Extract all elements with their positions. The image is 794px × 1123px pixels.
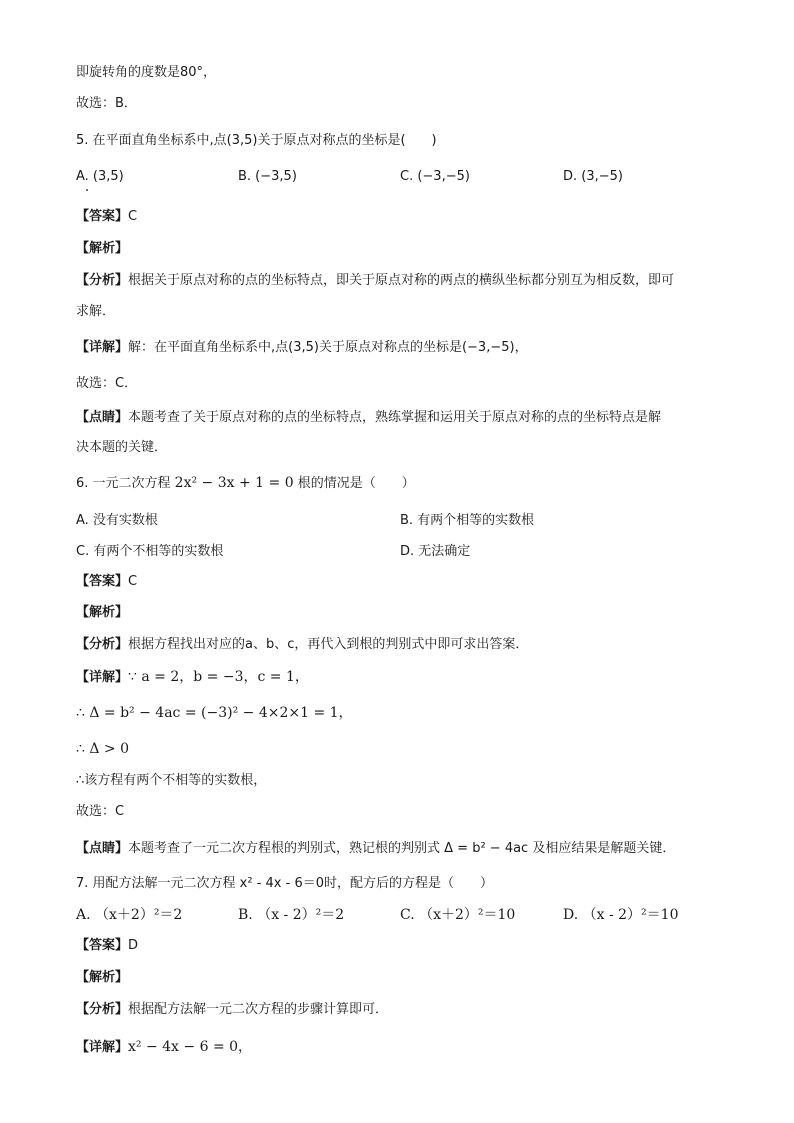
- answer-line: [76, 937, 138, 955]
- analysis-line: [76, 272, 674, 290]
- analysis-tag: 【分析】: [76, 273, 129, 288]
- option-d: D. (3,−5): [563, 169, 623, 184]
- choice-line: 故选：C: [76, 804, 125, 819]
- detail-text: ∵ a = 2，b = −3，c = 1，: [128, 669, 309, 685]
- option-c: C. （x＋2）²＝10: [400, 907, 516, 923]
- comment-tag: 【点睛】: [76, 410, 129, 425]
- option-d: D. （x - 2）²＝10: [563, 907, 679, 923]
- question-5-stem: 5. 在平面直角坐标系中,点(3,5)关于原点对称点的坐标是( ): [76, 133, 437, 148]
- analysis-tag: 【分析】: [76, 1002, 129, 1017]
- question-6-stem: [76, 474, 415, 493]
- option-c: C. 有两个不相等的实数根: [76, 544, 224, 559]
- analysis-heading: 【解析】: [76, 241, 129, 256]
- analysis-line: [76, 636, 528, 654]
- analysis-heading: 【解析】: [76, 605, 129, 620]
- option-b: B. 有两个相等的实数根: [400, 513, 535, 528]
- text-line: 即旋转角的度数是80°，: [76, 65, 217, 80]
- analysis-line: [76, 1001, 388, 1019]
- answer-tag: 【答案】: [76, 938, 129, 953]
- detail-line: [76, 339, 528, 357]
- analysis-text: 根据配方法解一元二次方程的步骤计算即可．: [128, 1002, 389, 1017]
- equation: 2x² − 3x + 1 = 0: [174, 475, 294, 491]
- option-b: B. (−3,5): [238, 169, 297, 184]
- answer-tag: 【答案】: [76, 209, 129, 224]
- detail-line: [76, 1038, 252, 1057]
- detail-tag: 【详解】: [76, 340, 129, 355]
- detail-tag: 【详解】: [76, 1040, 129, 1055]
- step-1: ∴ Δ = b² − 4ac = (−3)² − 4×2×1 = 1，: [76, 705, 353, 721]
- option-b: B. （x - 2）²＝2: [238, 907, 345, 923]
- option-a: A. （x＋2）²＝2: [76, 907, 183, 923]
- option-c: C. (−3,−5): [400, 169, 470, 184]
- answer-tag: 【答案】: [76, 574, 129, 589]
- step-2: ∴ Δ > 0: [76, 741, 130, 757]
- stray-dot: [86, 189, 88, 191]
- detail-line: [76, 668, 309, 687]
- comment-text: 本题考查了关于原点对称的点的坐标特点，熟练掌握和运用关于原点对称的点的坐标特点是解: [128, 410, 662, 425]
- detail-text: x² − 4x − 6 = 0，: [128, 1039, 253, 1055]
- comment-tag: 【点睛】: [76, 841, 129, 856]
- choice-line: 故选：C．: [76, 376, 138, 391]
- question-7-stem: 7. 用配方法解一元二次方程 x² - 4x - 6＝0时，配方后的方程是（ ）: [76, 876, 493, 891]
- answer-line: [76, 573, 137, 591]
- text-line: 故选：B．: [76, 96, 137, 111]
- answer-line: [76, 208, 137, 226]
- comment-line: [76, 840, 675, 858]
- answer-value: D: [128, 938, 139, 953]
- answer-value: C: [128, 209, 138, 224]
- comment-line-2: 决本题的关键．: [76, 440, 168, 455]
- analysis-text: 根据方程找出对应的a、b、c，再代入到根的判别式中即可求出答案．: [128, 637, 529, 652]
- comment-line: [76, 409, 661, 427]
- option-a: A. (3,5): [76, 169, 124, 184]
- analysis-heading: 【解析】: [76, 970, 129, 985]
- stem-part: 根的情况是（ ）: [293, 476, 415, 491]
- analysis-tag: 【分析】: [76, 637, 129, 652]
- detail-text: 解：在平面直角坐标系中,点(3,5)关于原点对称点的坐标是(−3,−5)，: [128, 340, 528, 355]
- step-3: ∴该方程有两个不相等的实数根，: [76, 773, 267, 788]
- option-a: A. 没有实数根: [76, 513, 158, 528]
- option-d: D. 无法确定: [400, 544, 471, 559]
- comment-text: 本题考查了一元二次方程根的判别式，熟记根的判别式 Δ = b² − 4ac 及相应结果是解题关键．: [128, 841, 676, 856]
- detail-tag: 【详解】: [76, 670, 129, 685]
- analysis-line-2: 求解．: [76, 304, 116, 319]
- stem-part: 6. 一元二次方程: [76, 476, 175, 491]
- answer-value: C: [128, 574, 138, 589]
- analysis-text: 根据关于原点对称的点的坐标特点，即关于原点对称的两点的横纵坐标都分别互为相反数，即可: [128, 273, 675, 288]
